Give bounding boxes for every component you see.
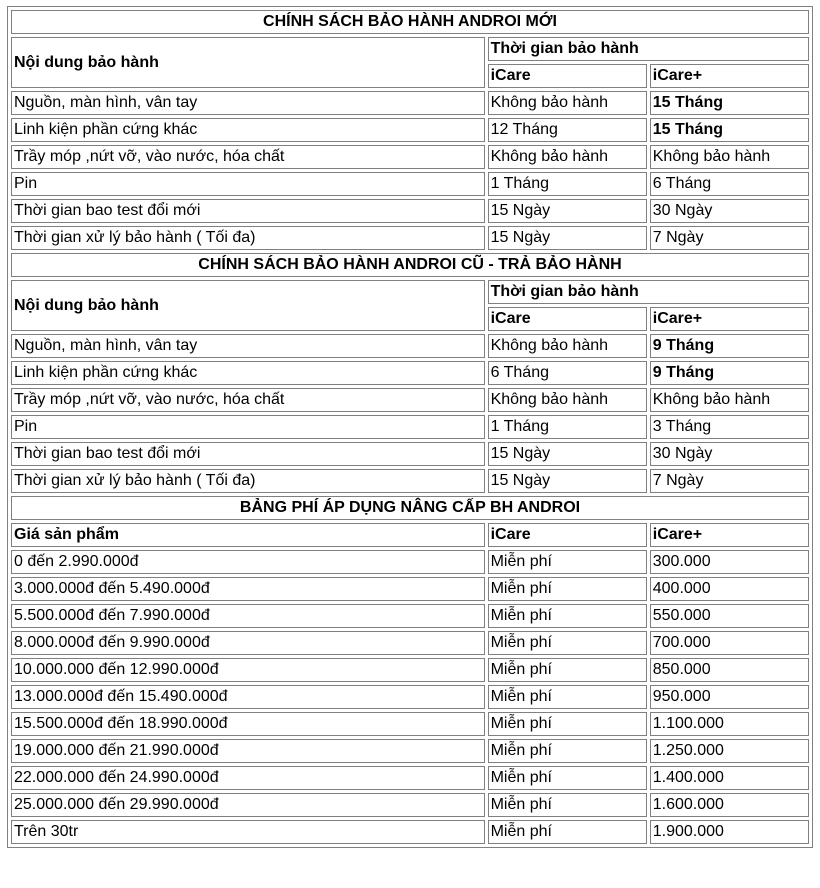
row-label: Thời gian bao test đổi mới: [11, 199, 485, 223]
icareplus-cell: 15 Tháng: [650, 118, 809, 142]
icareplus-fee: 850.000: [650, 658, 809, 682]
icare-cell: 15 Ngày: [488, 442, 647, 466]
icareplus-fee: 400.000: [650, 577, 809, 601]
row-label: Thời gian xử lý bảo hành ( Tối đa): [11, 226, 485, 250]
table-row: [11, 604, 809, 628]
icareplus-cell: 30 Ngày: [650, 199, 809, 223]
header-row: [11, 523, 809, 547]
icareplus-cell: Không bảo hành: [650, 388, 809, 412]
icare-cell: 15 Ngày: [488, 226, 647, 250]
icare-fee: Miễn phí: [488, 712, 647, 736]
table-row: [11, 658, 809, 682]
icare-cell: 15 Ngày: [488, 469, 647, 493]
icareplus-cell: 7 Ngày: [650, 469, 809, 493]
section1-col-icare: iCare: [488, 64, 647, 88]
table-row: [11, 820, 809, 844]
icareplus-cell: 3 Tháng: [650, 415, 809, 439]
table-row: [11, 631, 809, 655]
warranty-table: [7, 6, 813, 848]
price-range: 13.000.000đ đến 15.490.000đ: [11, 685, 485, 709]
price-range: 5.500.000đ đến 7.990.000đ: [11, 604, 485, 628]
table-row: [11, 550, 809, 574]
warranty-policy-document: [7, 6, 813, 848]
section3-col-price: Giá sản phẩm: [11, 523, 485, 547]
table-row: [11, 469, 809, 493]
table-row: [11, 685, 809, 709]
table-row: [11, 442, 809, 466]
icare-cell: 1 Tháng: [488, 415, 647, 439]
icare-fee: Miễn phí: [488, 604, 647, 628]
icareplus-cell: 7 Ngày: [650, 226, 809, 250]
section-title-row: [11, 253, 809, 277]
icare-cell: Không bảo hành: [488, 334, 647, 358]
table-row: [11, 793, 809, 817]
section2-col-time: Thời gian bảo hành: [488, 280, 809, 304]
icare-cell: 6 Tháng: [488, 361, 647, 385]
section1-col-icareplus: iCare+: [650, 64, 809, 88]
row-label: Thời gian bao test đổi mới: [11, 442, 485, 466]
section-title-row: [11, 10, 809, 34]
header-row: [11, 280, 809, 304]
icare-fee: Miễn phí: [488, 631, 647, 655]
icare-fee: Miễn phí: [488, 793, 647, 817]
price-range: 10.000.000 đến 12.990.000đ: [11, 658, 485, 682]
table-row: [11, 334, 809, 358]
price-range: 0 đến 2.990.000đ: [11, 550, 485, 574]
section1-title: CHÍNH SÁCH BẢO HÀNH ANDROI MỚI: [11, 10, 809, 34]
price-range: 19.000.000 đến 21.990.000đ: [11, 739, 485, 763]
icare-fee: Miễn phí: [488, 685, 647, 709]
table-row: [11, 145, 809, 169]
price-range: 25.000.000 đến 29.990.000đ: [11, 793, 485, 817]
icareplus-fee: 1.600.000: [650, 793, 809, 817]
table-row: [11, 766, 809, 790]
icareplus-fee: 1.100.000: [650, 712, 809, 736]
table-row: [11, 361, 809, 385]
icare-fee: Miễn phí: [488, 739, 647, 763]
section2-title: CHÍNH SÁCH BẢO HÀNH ANDROI CŨ - TRẢ BẢO HÀNH: [11, 253, 809, 277]
section2-col-icareplus: iCare+: [650, 307, 809, 331]
table-row: [11, 118, 809, 142]
price-range: 15.500.000đ đến 18.990.000đ: [11, 712, 485, 736]
icareplus-cell: 30 Ngày: [650, 442, 809, 466]
price-range: 8.000.000đ đến 9.990.000đ: [11, 631, 485, 655]
icare-fee: Miễn phí: [488, 766, 647, 790]
row-label: Trầy móp ,nứt vỡ, vào nước, hóa chất: [11, 388, 485, 412]
row-label: Nguồn, màn hình, vân tay: [11, 334, 485, 358]
section3-col-icareplus: iCare+: [650, 523, 809, 547]
icare-cell: 12 Tháng: [488, 118, 647, 142]
table-row: [11, 91, 809, 115]
table-row: [11, 172, 809, 196]
row-label: Thời gian xử lý bảo hành ( Tối đa): [11, 469, 485, 493]
price-range: 22.000.000 đến 24.990.000đ: [11, 766, 485, 790]
icareplus-fee: 300.000: [650, 550, 809, 574]
section1-col-content: Nội dung bảo hành: [11, 37, 485, 88]
row-label: Linh kiện phần cứng khác: [11, 361, 485, 385]
icareplus-fee: 550.000: [650, 604, 809, 628]
table-row: [11, 415, 809, 439]
table-row: [11, 226, 809, 250]
section-title-row: [11, 496, 809, 520]
icare-fee: Miễn phí: [488, 550, 647, 574]
icareplus-cell: Không bảo hành: [650, 145, 809, 169]
icareplus-fee: 700.000: [650, 631, 809, 655]
icareplus-fee: 1.400.000: [650, 766, 809, 790]
icare-cell: Không bảo hành: [488, 145, 647, 169]
price-range: Trên 30tr: [11, 820, 485, 844]
section3-title: BẢNG PHÍ ÁP DỤNG NÂNG CẤP BH ANDROI: [11, 496, 809, 520]
row-label: Pin: [11, 415, 485, 439]
icareplus-cell: 15 Tháng: [650, 91, 809, 115]
section1-col-time: Thời gian bảo hành: [488, 37, 809, 61]
icare-cell: Không bảo hành: [488, 91, 647, 115]
table-row: [11, 739, 809, 763]
table-row: [11, 388, 809, 412]
icareplus-fee: 950.000: [650, 685, 809, 709]
icare-cell: 15 Ngày: [488, 199, 647, 223]
table-row: [11, 199, 809, 223]
row-label: Linh kiện phần cứng khác: [11, 118, 485, 142]
icareplus-fee: 1.900.000: [650, 820, 809, 844]
section2-col-icare: iCare: [488, 307, 647, 331]
icare-cell: Không bảo hành: [488, 388, 647, 412]
icareplus-fee: 1.250.000: [650, 739, 809, 763]
section3-col-icare: iCare: [488, 523, 647, 547]
icareplus-cell: 9 Tháng: [650, 334, 809, 358]
row-label: Trầy móp ,nứt vỡ, vào nước, hóa chất: [11, 145, 485, 169]
table-row: [11, 712, 809, 736]
icare-cell: 1 Tháng: [488, 172, 647, 196]
row-label: Nguồn, màn hình, vân tay: [11, 91, 485, 115]
section2-col-content: Nội dung bảo hành: [11, 280, 485, 331]
icareplus-cell: 6 Tháng: [650, 172, 809, 196]
icareplus-cell: 9 Tháng: [650, 361, 809, 385]
row-label: Pin: [11, 172, 485, 196]
header-row: [11, 37, 809, 61]
table-row: [11, 577, 809, 601]
icare-fee: Miễn phí: [488, 658, 647, 682]
icare-fee: Miễn phí: [488, 820, 647, 844]
price-range: 3.000.000đ đến 5.490.000đ: [11, 577, 485, 601]
icare-fee: Miễn phí: [488, 577, 647, 601]
